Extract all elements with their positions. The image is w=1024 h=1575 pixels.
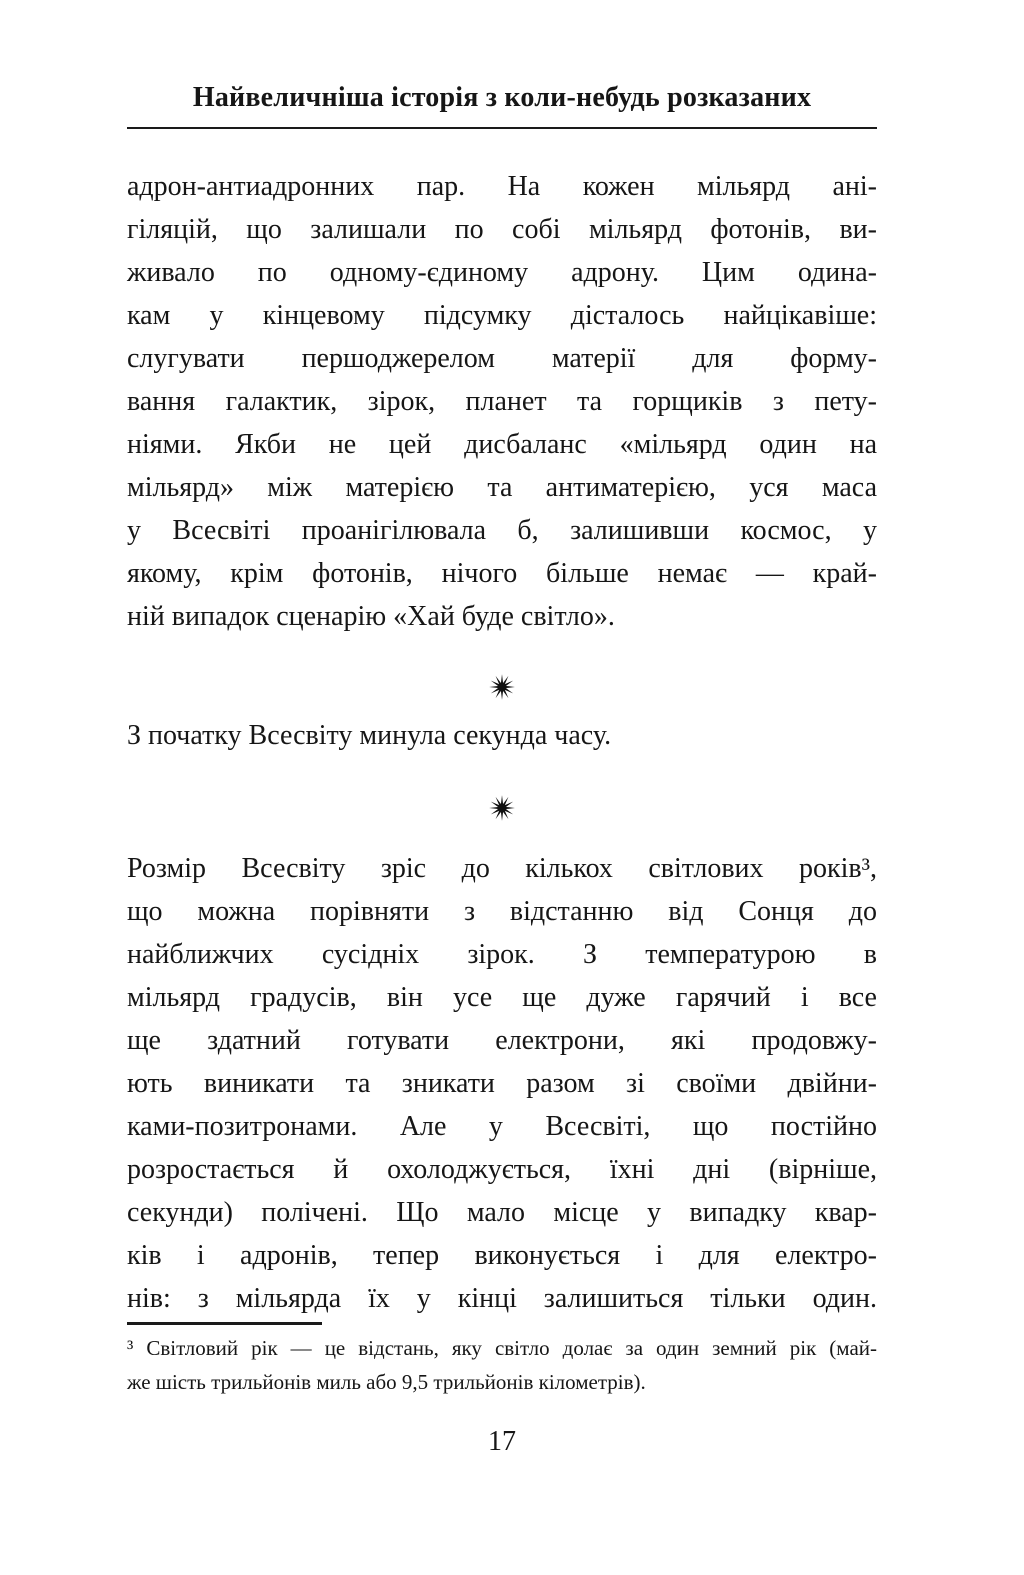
text-line: слугувати першоджерелом матерії для форму-: [127, 343, 877, 374]
paragraph-1: [127, 165, 877, 638]
text-line: розростається й охолоджується, їхні дні (вірніше,: [127, 1154, 877, 1185]
text-line: у Всесвіті проанігілювала б, залишивши космос, у: [127, 515, 877, 546]
text-line: найближчих сусідніх зірок. З температурою в: [127, 939, 877, 970]
text-line: гіляцій, що залишали по собі мільярд фотонів, ви-: [127, 214, 877, 245]
section-separator: [127, 672, 877, 702]
text-line: кам у кінцевому підсумку дісталось найцікавіше:: [127, 300, 877, 331]
footnote-line: ³ Світловий рік — це відстань, яку світло долає за один земний рік (май-: [127, 1336, 877, 1360]
text-line: адрон-антиадронних пар. На кожен мільярд ані-: [127, 171, 877, 202]
paragraph-2: [127, 847, 877, 1320]
footnote-line: же шість трильйонів миль або 9,5 трильйонів кілометрів).: [127, 1370, 646, 1394]
text-line: нів: з мільярда їх у кінці залишиться тільки один.: [127, 1283, 877, 1314]
text-line: ків і адронів, тепер виконується і для електро-: [127, 1240, 877, 1271]
running-head-title: Найвеличніша історія з коли-небудь розказаних: [192, 82, 812, 113]
text-line: ще здатний готувати електрони, які продовжу-: [127, 1025, 877, 1056]
interlude-sentence: З початку Всесвіту минула секунда часу.: [127, 720, 612, 751]
text-line: мільярд градусів, він усе ще дуже гарячий і все: [127, 982, 877, 1013]
footnote: [127, 1331, 877, 1399]
footnote-rule: [127, 1322, 322, 1325]
text-line: якому, крім фотонів, нічого більше немає — край-: [127, 558, 877, 589]
text-line: живало по одному-єдиному адрону. Цим одина-: [127, 257, 877, 288]
header-rule: [127, 127, 877, 129]
text-line: ніями. Якби не цей дисбаланс «мільярд один на: [127, 429, 877, 460]
star-separator-icon: [488, 673, 516, 701]
text-line: ній випадок сценарію «Хай буде світло».: [127, 601, 615, 632]
page-number: 17: [488, 1426, 516, 1457]
section-separator: [127, 793, 877, 823]
text-line: секунди) полічені. Що мало місце у випадку квар-: [127, 1197, 877, 1228]
text-line: мільярд» між матерією та антиматерією, уся маса: [127, 472, 877, 503]
text-line: Розмір Всесвіту зріс до кількох світлових років³,: [127, 853, 877, 884]
star-separator-icon: [488, 794, 516, 822]
text-line: ками-позитронами. Але у Всесвіті, що постійно: [127, 1111, 877, 1142]
text-line: ють виникати та зникати разом зі своїми двійни-: [127, 1068, 877, 1099]
text-line: вання галактик, зірок, планет та горщиків з пету-: [127, 386, 877, 417]
text-line: що можна порівняти з відстанню від Сонця до: [127, 896, 877, 927]
